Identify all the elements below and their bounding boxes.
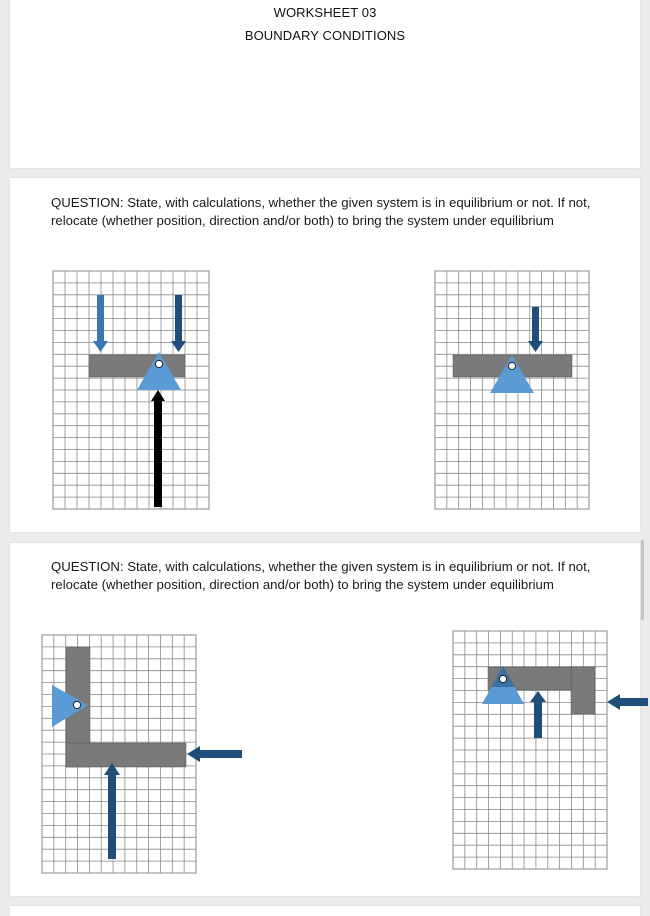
figure-beam-one-force <box>435 271 589 509</box>
worksheet-header-card <box>10 0 640 168</box>
grid-background <box>453 631 607 869</box>
horizontal-member <box>66 743 186 767</box>
scrollbar-thumb[interactable] <box>641 540 644 620</box>
figure-l-frame-top-support <box>453 631 643 871</box>
figure-beam-three-forces <box>53 271 209 509</box>
grid-background <box>53 271 209 509</box>
horizontal-force-arrow <box>607 694 648 710</box>
figure-l-frame-side-support <box>42 635 264 873</box>
next-card-edge <box>10 906 640 916</box>
question-card-2 <box>10 543 640 896</box>
vertical-member <box>571 667 595 714</box>
worksheet-subtitle: BOUNDARY CONDITIONS <box>244 28 406 43</box>
worksheet-title: WORKSHEET 03 <box>273 5 377 20</box>
question-text: QUESTION: State, with calculations, whether the given system is in equilibrium or not. If not, relocate (whether position, direction and/or both) to bring the system under equilibrium <box>51 559 591 592</box>
question-text: QUESTION: State, with calculations, whether the given system is in equilibrium or not. If not, relocate (whether position, direction and/or both) to bring the system under equilibrium <box>51 195 591 228</box>
question-card-1 <box>10 178 640 532</box>
